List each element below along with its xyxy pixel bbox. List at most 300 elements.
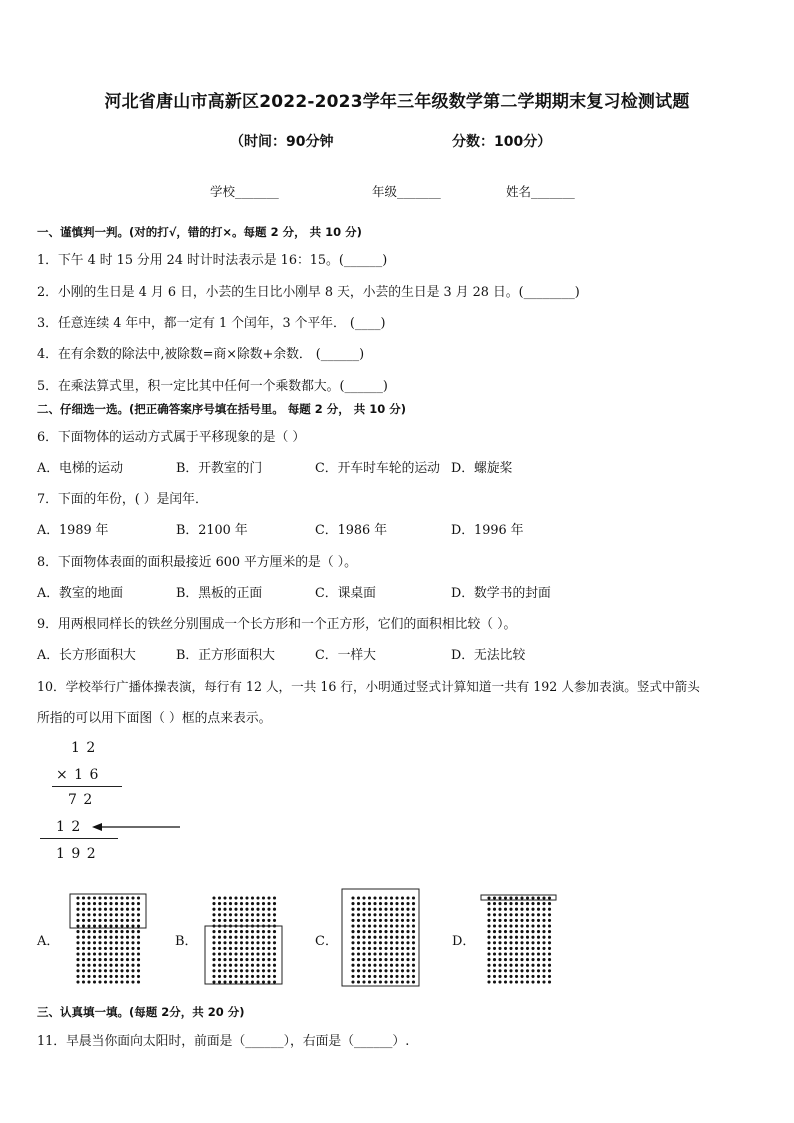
- dot: [515, 964, 518, 967]
- dot: [104, 936, 107, 939]
- dot: [351, 896, 354, 899]
- dot: [379, 896, 382, 899]
- dot: [390, 913, 393, 916]
- dot: [526, 902, 529, 905]
- dot: [390, 947, 393, 950]
- dot: [362, 958, 365, 961]
- dot: [212, 964, 215, 967]
- dot: [137, 908, 140, 911]
- dot: [390, 969, 393, 972]
- dot: [87, 913, 90, 916]
- dot: [98, 930, 101, 933]
- dot: [493, 924, 496, 927]
- question-9: 9．用两根同样长的铁丝分别围成一个长方形和一个正方形，它们的面积相比较（ ）。: [37, 617, 517, 632]
- dot: [82, 969, 85, 972]
- dot: [368, 980, 371, 983]
- dot: [240, 958, 243, 961]
- calc-line-1: [52, 786, 122, 787]
- dot: [368, 975, 371, 978]
- dot: [498, 908, 501, 911]
- dot: [87, 924, 90, 927]
- dot: [93, 919, 96, 922]
- dot: [218, 964, 221, 967]
- dot: [109, 908, 112, 911]
- dot: [531, 947, 534, 950]
- dot: [218, 919, 221, 922]
- dot: [548, 924, 551, 927]
- question-1: 1．下午 4 时 15 分用 24 时计时法表示是 16：15。(______): [37, 253, 388, 268]
- dot: [98, 908, 101, 911]
- dot: [362, 930, 365, 933]
- dot: [87, 958, 90, 961]
- dot: [520, 975, 523, 978]
- dot: [218, 975, 221, 978]
- dot: [223, 908, 226, 911]
- dot: [373, 913, 376, 916]
- dot: [520, 958, 523, 961]
- figure-c-dot-grid: [341, 888, 421, 988]
- dot: [212, 958, 215, 961]
- dot: [373, 936, 376, 939]
- dot: [515, 908, 518, 911]
- dot: [93, 980, 96, 983]
- dot: [131, 924, 134, 927]
- dot: [120, 930, 123, 933]
- dot: [487, 902, 490, 905]
- dot: [487, 975, 490, 978]
- dot: [395, 919, 398, 922]
- dot: [82, 980, 85, 983]
- dot: [87, 896, 90, 899]
- dot: [487, 896, 490, 899]
- dot: [515, 930, 518, 933]
- dot: [395, 958, 398, 961]
- dot: [251, 969, 254, 972]
- dot: [82, 964, 85, 967]
- dot: [76, 941, 79, 944]
- dot: [548, 941, 551, 944]
- dot: [412, 941, 415, 944]
- dot: [379, 924, 382, 927]
- dot: [395, 964, 398, 967]
- dot: [104, 908, 107, 911]
- figure-d-dot-grid: [479, 893, 559, 985]
- dot: [82, 975, 85, 978]
- dot: [267, 908, 270, 911]
- dot: [109, 958, 112, 961]
- dot: [240, 896, 243, 899]
- dot: [548, 913, 551, 916]
- dot: [76, 919, 79, 922]
- dot: [412, 919, 415, 922]
- dot: [526, 930, 529, 933]
- school-field: 学校_______: [210, 184, 279, 199]
- dot: [109, 975, 112, 978]
- dot: [245, 964, 248, 967]
- dot: [223, 919, 226, 922]
- dot: [487, 947, 490, 950]
- dot: [131, 980, 134, 983]
- dot: [384, 947, 387, 950]
- dot: [256, 947, 259, 950]
- calc-partial-2: 1 2: [56, 819, 82, 835]
- dot: [218, 902, 221, 905]
- dot: [251, 896, 254, 899]
- dot: [115, 902, 118, 905]
- dot: [120, 952, 123, 955]
- dot: [526, 947, 529, 950]
- calc-multiplicand: 1 2: [71, 740, 97, 756]
- dot: [218, 980, 221, 983]
- dot: [98, 975, 101, 978]
- dot: [98, 902, 101, 905]
- dot: [93, 958, 96, 961]
- dot: [542, 913, 545, 916]
- dot: [240, 908, 243, 911]
- dot: [384, 941, 387, 944]
- dot: [548, 902, 551, 905]
- dot: [93, 975, 96, 978]
- dot: [509, 919, 512, 922]
- dot: [493, 958, 496, 961]
- dot: [218, 936, 221, 939]
- dot: [520, 964, 523, 967]
- question-6: 6．下面物体的运动方式属于平移现象的是（ ）: [37, 430, 306, 445]
- dot: [256, 958, 259, 961]
- dot: [87, 964, 90, 967]
- dot: [109, 952, 112, 955]
- calc-multiplier: × 1 6: [56, 767, 100, 783]
- dot: [384, 924, 387, 927]
- dot: [115, 941, 118, 944]
- dot: [542, 958, 545, 961]
- dot: [406, 896, 409, 899]
- dot: [234, 913, 237, 916]
- dot: [542, 924, 545, 927]
- dot: [245, 902, 248, 905]
- dot: [218, 913, 221, 916]
- dot: [379, 913, 382, 916]
- dot: [362, 975, 365, 978]
- dot: [498, 975, 501, 978]
- dot: [76, 964, 79, 967]
- dot: [267, 930, 270, 933]
- dot: [542, 980, 545, 983]
- dot: [120, 980, 123, 983]
- dot: [240, 969, 243, 972]
- dot: [87, 941, 90, 944]
- dot: [368, 947, 371, 950]
- dot: [379, 975, 382, 978]
- dot: [109, 947, 112, 950]
- dot: [267, 947, 270, 950]
- dot: [229, 908, 232, 911]
- dot: [120, 975, 123, 978]
- dot: [487, 930, 490, 933]
- dot: [395, 908, 398, 911]
- dot: [412, 964, 415, 967]
- dot: [229, 975, 232, 978]
- dot: [362, 908, 365, 911]
- dot: [131, 908, 134, 911]
- dot: [126, 980, 129, 983]
- dot: [240, 980, 243, 983]
- dot: [357, 947, 360, 950]
- dot: [362, 952, 365, 955]
- dot: [126, 908, 129, 911]
- dot: [373, 941, 376, 944]
- dot: [406, 958, 409, 961]
- dot: [126, 958, 129, 961]
- dot: [384, 896, 387, 899]
- dot: [137, 896, 140, 899]
- dot: [493, 896, 496, 899]
- dot: [487, 964, 490, 967]
- q6-option-d: D．螺旋桨: [451, 461, 513, 476]
- dot: [351, 969, 354, 972]
- q6-option-c: C．开车时车轮的运动: [315, 461, 440, 476]
- dot: [406, 980, 409, 983]
- dot: [251, 952, 254, 955]
- dot: [531, 958, 534, 961]
- dot: [115, 975, 118, 978]
- dot: [548, 930, 551, 933]
- dot: [373, 896, 376, 899]
- dot: [493, 919, 496, 922]
- dot: [548, 919, 551, 922]
- dot: [262, 964, 265, 967]
- dot: [401, 947, 404, 950]
- dot: [267, 958, 270, 961]
- dot: [384, 969, 387, 972]
- dot: [498, 952, 501, 955]
- dot: [104, 975, 107, 978]
- dot: [537, 952, 540, 955]
- dot: [504, 952, 507, 955]
- dot: [406, 924, 409, 927]
- dot: [504, 941, 507, 944]
- dot: [240, 964, 243, 967]
- dot: [537, 980, 540, 983]
- dot: [98, 969, 101, 972]
- dot: [131, 913, 134, 916]
- dot: [357, 964, 360, 967]
- dot: [234, 975, 237, 978]
- dot: [93, 969, 96, 972]
- dot: [120, 947, 123, 950]
- dot: [93, 964, 96, 967]
- dot: [379, 941, 382, 944]
- dot: [115, 969, 118, 972]
- dot: [240, 975, 243, 978]
- dot: [493, 941, 496, 944]
- dot: [384, 908, 387, 911]
- dot: [362, 941, 365, 944]
- dot: [82, 902, 85, 905]
- dot: [87, 980, 90, 983]
- dot: [390, 964, 393, 967]
- dot: [357, 958, 360, 961]
- dot: [406, 913, 409, 916]
- dot: [504, 936, 507, 939]
- dot: [120, 958, 123, 961]
- dot: [240, 913, 243, 916]
- dot: [531, 952, 534, 955]
- dot: [526, 958, 529, 961]
- dot: [137, 919, 140, 922]
- dot: [137, 980, 140, 983]
- dot: [357, 969, 360, 972]
- dot: [76, 969, 79, 972]
- dot: [531, 980, 534, 983]
- dot: [509, 930, 512, 933]
- q8-option-a: A．教室的地面: [37, 586, 124, 601]
- calc-line-2: [40, 838, 118, 839]
- dot: [509, 896, 512, 899]
- dot: [412, 947, 415, 950]
- dot: [504, 908, 507, 911]
- dot: [115, 952, 118, 955]
- dot: [104, 902, 107, 905]
- dot: [542, 975, 545, 978]
- dot: [131, 930, 134, 933]
- dot: [537, 913, 540, 916]
- dot: [93, 924, 96, 927]
- dot: [542, 969, 545, 972]
- dot: [401, 930, 404, 933]
- question-3: 3．任意连续 4 年中，都一定有 1 个闰年，3 个平年． (____): [37, 316, 386, 331]
- dot: [493, 947, 496, 950]
- dot: [262, 975, 265, 978]
- dot: [98, 913, 101, 916]
- dot: [218, 947, 221, 950]
- dot: [251, 958, 254, 961]
- dot: [515, 902, 518, 905]
- dot: [351, 947, 354, 950]
- dot: [351, 919, 354, 922]
- question-4: 4．在有余数的除法中,被除数=商×除数+余数． (______): [37, 347, 365, 362]
- dot: [537, 902, 540, 905]
- dot: [368, 924, 371, 927]
- dot: [412, 902, 415, 905]
- dot: [245, 947, 248, 950]
- dot: [504, 930, 507, 933]
- dot: [406, 908, 409, 911]
- dot: [256, 919, 259, 922]
- dot: [395, 902, 398, 905]
- dot: [256, 964, 259, 967]
- dot: [412, 980, 415, 983]
- dot: [109, 924, 112, 927]
- dot: [212, 969, 215, 972]
- dot: [487, 919, 490, 922]
- dot: [395, 947, 398, 950]
- dot: [251, 908, 254, 911]
- dot: [245, 975, 248, 978]
- dot: [273, 958, 276, 961]
- dot: [98, 958, 101, 961]
- dot: [390, 908, 393, 911]
- dot: [251, 980, 254, 983]
- dot: [229, 930, 232, 933]
- dot: [509, 902, 512, 905]
- dot: [379, 947, 382, 950]
- dot: [82, 919, 85, 922]
- dot: [267, 969, 270, 972]
- dot: [131, 964, 134, 967]
- dot: [509, 941, 512, 944]
- dot: [273, 941, 276, 944]
- dot: [98, 896, 101, 899]
- dot: [229, 913, 232, 916]
- dot: [362, 896, 365, 899]
- dot: [373, 980, 376, 983]
- dot: [256, 930, 259, 933]
- dot: [212, 975, 215, 978]
- dot: [368, 952, 371, 955]
- dot: [493, 975, 496, 978]
- dot: [390, 952, 393, 955]
- dot: [520, 952, 523, 955]
- dot: [384, 936, 387, 939]
- dot: [267, 952, 270, 955]
- dot: [104, 930, 107, 933]
- dot: [542, 902, 545, 905]
- dot: [262, 913, 265, 916]
- dot: [76, 908, 79, 911]
- grade-field: 年级_______: [372, 184, 441, 199]
- dot: [104, 980, 107, 983]
- dot: [406, 919, 409, 922]
- dot: [267, 941, 270, 944]
- dot: [379, 964, 382, 967]
- dot: [531, 969, 534, 972]
- dot: [493, 936, 496, 939]
- dot: [531, 908, 534, 911]
- question-11: 11．早晨当你面向太阳时，前面是（______），右面是（______）.: [37, 1034, 410, 1049]
- dot: [357, 896, 360, 899]
- dot: [515, 913, 518, 916]
- question-8: 8．下面物体表面的面积最接近 600 平方厘米的是（ ）。: [37, 555, 357, 570]
- dot: [218, 941, 221, 944]
- dot: [251, 919, 254, 922]
- dot: [273, 936, 276, 939]
- dot: [223, 902, 226, 905]
- dot: [245, 908, 248, 911]
- dot: [109, 913, 112, 916]
- dot: [368, 902, 371, 905]
- dot: [390, 902, 393, 905]
- dot: [526, 975, 529, 978]
- dot: [509, 969, 512, 972]
- q8-option-c: C．课桌面: [315, 586, 376, 601]
- figure-b-label: B．: [175, 934, 198, 949]
- dot: [109, 936, 112, 939]
- dot: [390, 941, 393, 944]
- dot: [498, 919, 501, 922]
- dot: [240, 941, 243, 944]
- dot: [93, 930, 96, 933]
- dot: [515, 941, 518, 944]
- dot: [104, 958, 107, 961]
- dot: [548, 975, 551, 978]
- dot: [406, 964, 409, 967]
- dot: [223, 952, 226, 955]
- section-1-heading: 一、谨慎判一判。(对的打√，错的打×。每题 2 分， 共 10 分): [37, 225, 362, 239]
- dot: [115, 896, 118, 899]
- dot: [520, 980, 523, 983]
- dot: [406, 902, 409, 905]
